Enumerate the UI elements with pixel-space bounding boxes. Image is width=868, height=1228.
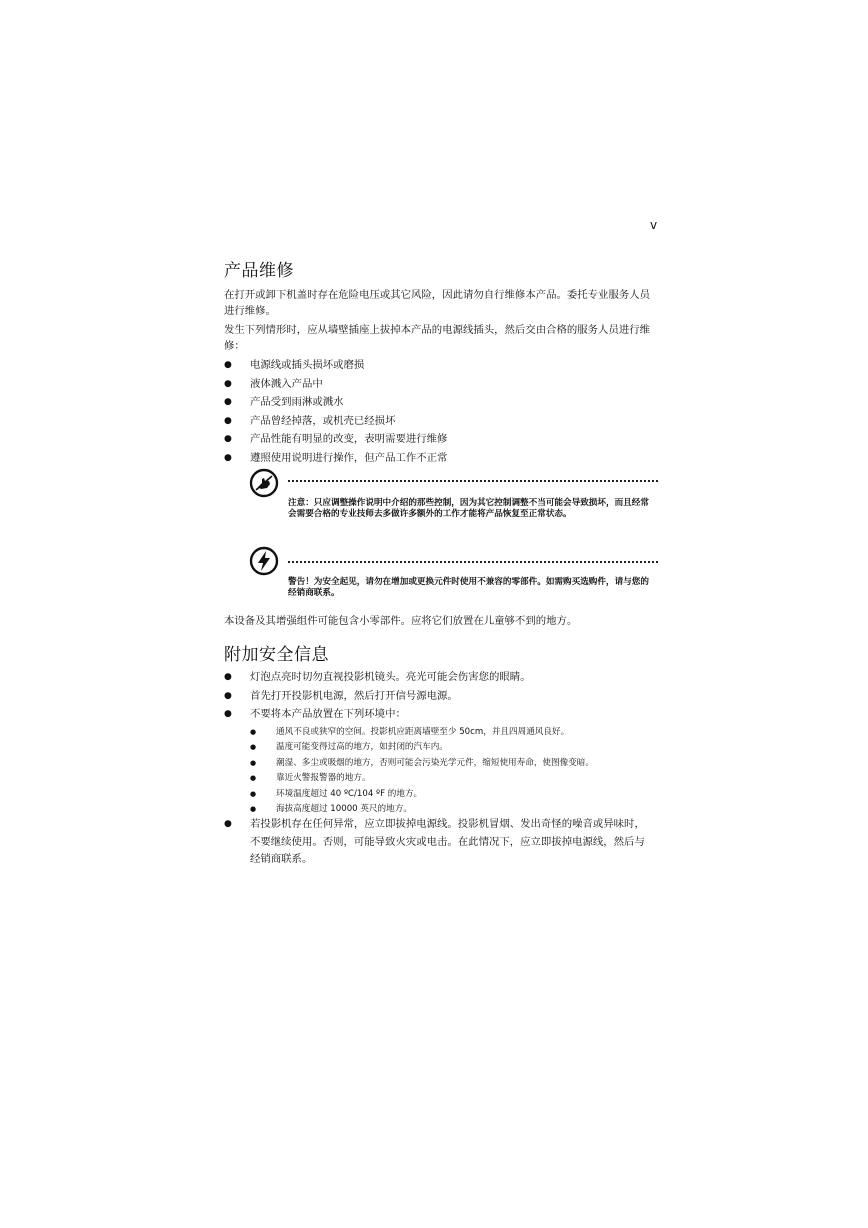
bullet-icon: ● — [250, 805, 257, 814]
list-item: ● 首先打开投影机电源，然后打开信号源电源。 — [224, 687, 531, 706]
list-item: ● 环境温度超过 40 ºC/104 ºF 的地方。 — [250, 787, 594, 802]
bullet-icon: ● — [224, 360, 232, 370]
list-item: ● 产品曾经掉落，或机壳已经损坏 — [224, 412, 447, 431]
list-item: ● 不要将本产品放置在下列环境中： — [224, 705, 531, 724]
note-hand-icon — [249, 468, 279, 498]
bullet-icon: ● — [224, 819, 232, 829]
small-parts-paragraph: 本设备及其增强组件可能包含小零部件。应将它们放置在儿童够不到的地方。 — [224, 615, 578, 627]
bullet-icon: ● — [224, 709, 232, 719]
bullet-icon: ● — [224, 672, 232, 682]
list-item-unusual-behavior: ● 若投影机存在任何异常，应立即拔掉电源线。投影机冒烟、发出奇怪的噪音或异味时，不要继续使用。否则，可能导致火灾或电击。在此情况下，应立即拔掉电源线，然后与经销商联系。 — [224, 818, 645, 865]
bullet-icon: ● — [224, 397, 232, 407]
bullet-icon: ● — [224, 378, 232, 389]
bullet-icon: ● — [250, 758, 257, 767]
list-item: ● 温度可能变得过高的地方，如封闭的汽车内。 — [250, 740, 594, 755]
warning-divider — [288, 561, 658, 563]
note-divider — [288, 480, 658, 482]
list-item: ● 通风不良或狭窄的空间。投影机应距离墙壁至少 50cm，并且四周通风良好。 — [250, 725, 594, 740]
section-title-maintenance: 产品维修 — [224, 261, 294, 281]
page-number: v — [650, 218, 658, 232]
bullet-icon: ● — [250, 728, 257, 736]
list-item: ● 靠近火警报警器的地方。 — [250, 771, 594, 786]
safety-list — [224, 668, 531, 724]
section-title-safety: 附加安全信息 — [224, 645, 329, 665]
list-item: ● 产品性能有明显的改变，表明需要进行维修 — [224, 430, 447, 449]
note-text: 注意：只应调整操作说明中介绍的那些控制，因为其它控制调整不当可能会导致损坏，而且经常会需要合格的专业技师去多做许多额外的工作才能将产品恢复至正常状态。 — [288, 498, 649, 520]
list-item: ● 电源线或插头损坏或磨损 — [224, 356, 447, 375]
bullet-icon: ● — [250, 774, 257, 783]
maintenance-list — [224, 356, 447, 467]
bullet-icon: ● — [250, 789, 257, 798]
list-item: ● 液体溅入产品中 — [224, 375, 447, 394]
bullet-icon: ● — [224, 415, 232, 426]
bullet-icon: ● — [250, 743, 257, 752]
warning-text: 警告！为安全起见，请勿在增加或更换元件时使用不兼容的零部件。如需购买选购件，请与您的经销商联系。 — [288, 577, 649, 599]
warning-lightning-icon — [249, 546, 279, 576]
bullet-icon: ● — [224, 690, 232, 701]
maintenance-paragraph-2: 发生下列情形时，应从墙壁插座上拔掉本产品的电源线插头，然后交由合格的服务人员进行维修： — [224, 324, 651, 352]
list-item: ● 潮湿、多尘或吸烟的地方，否则可能会污染光学元件，缩短使用寿命，使图像变暗。 — [250, 756, 594, 771]
list-item: ● 海拔高度超过 10000 英尺的地方。 — [250, 802, 594, 817]
list-item: ● 灯泡点亮时切勿直视投影机镜头。亮光可能会伤害您的眼睛。 — [224, 668, 531, 687]
maintenance-paragraph-1: 在打开或卸下机盖时存在危险电压或其它风险，因此请勿自行维修本产品。委托专业服务人员进行维修。 — [224, 289, 651, 317]
list-item: ● 产品受到雨淋或溅水 — [224, 393, 447, 412]
bullet-icon: ● — [224, 452, 232, 463]
bullet-icon: ● — [224, 434, 232, 444]
environment-sublist — [250, 725, 594, 817]
list-item: ● 遵照使用说明进行操作，但产品工作不正常 — [224, 449, 447, 468]
